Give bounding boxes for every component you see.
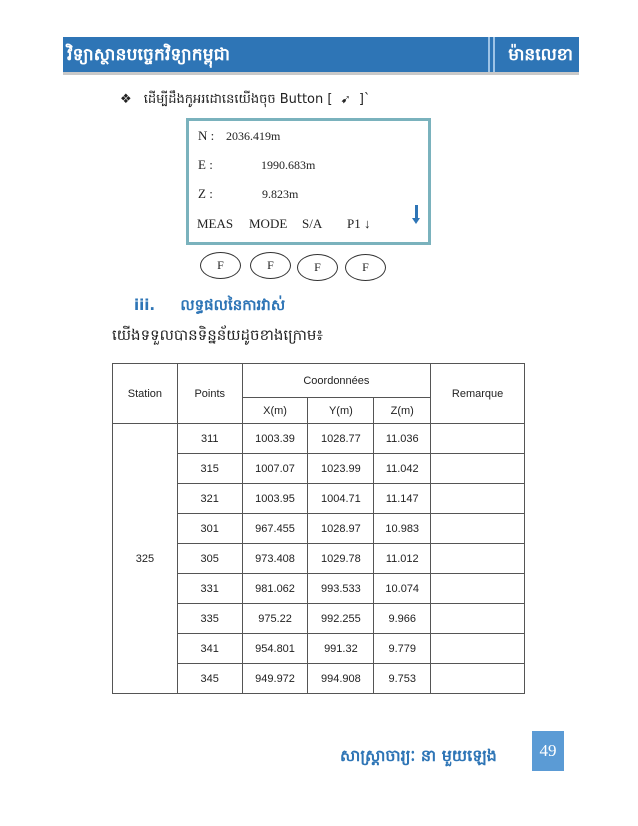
remark-cell <box>431 664 525 694</box>
z-cell: 9.966 <box>374 604 431 634</box>
instruction-text-end: ]` <box>358 92 371 107</box>
z-cell: 10.983 <box>374 514 431 544</box>
y-cell: 1028.77 <box>308 424 374 454</box>
softkey-sa: S/A <box>302 216 323 231</box>
y-cell: 992.255 <box>308 604 374 634</box>
z-cell: 9.753 <box>374 664 431 694</box>
x-cell: 975.22 <box>242 604 308 634</box>
results-table <box>112 363 525 694</box>
softkey-mode: MODE <box>249 216 288 231</box>
header-coordinates: Coordonnées <box>242 364 431 398</box>
y-cell: 994.908 <box>308 664 374 694</box>
intro-text: យើងទទួលបានទិន្នន័យដូចខាងក្រោម៖ <box>112 326 324 344</box>
display-value-n: 2036.419m <box>226 129 281 143</box>
point-cell: 341 <box>177 634 242 664</box>
y-cell: 993.533 <box>308 574 374 604</box>
x-cell: 1007.07 <box>242 454 308 484</box>
y-cell: 991.32 <box>308 634 374 664</box>
x-cell: 967.455 <box>242 514 308 544</box>
display-label-e: E : <box>198 157 213 172</box>
x-cell: 1003.95 <box>242 484 308 514</box>
header-x: X(m) <box>242 398 308 424</box>
z-cell: 11.012 <box>374 544 431 574</box>
table-row <box>113 424 525 454</box>
page-number: 49 <box>532 731 564 771</box>
remark-cell <box>431 424 525 454</box>
function-key-4: F <box>345 254 386 281</box>
section-title: លទ្ធផលនៃការវាស់ <box>180 296 286 314</box>
x-cell: 981.062 <box>242 574 308 604</box>
z-cell: 11.042 <box>374 454 431 484</box>
function-key-1: F <box>200 252 241 279</box>
station-cell: 325 <box>113 424 178 694</box>
point-cell: 345 <box>177 664 242 694</box>
footer-lecturer: សាស្ត្រាចារ្យៈ នា មួយឡេង <box>340 746 497 765</box>
z-cell: 10.074 <box>374 574 431 604</box>
header-y: Y(m) <box>308 398 374 424</box>
point-cell: 301 <box>177 514 242 544</box>
remark-cell <box>431 544 525 574</box>
remark-cell <box>431 574 525 604</box>
point-cell: 335 <box>177 604 242 634</box>
z-cell: 11.036 <box>374 424 431 454</box>
point-cell: 305 <box>177 544 242 574</box>
enter-arrow-icon: ➹ <box>340 92 351 106</box>
y-cell: 1028.97 <box>308 514 374 544</box>
point-cell: 315 <box>177 454 242 484</box>
header-z: Z(m) <box>374 398 431 424</box>
institute-title: វិទ្យាស្ថានបច្ចេកវិទ្យាកម្ពុជា <box>67 45 231 65</box>
x-cell: 949.972 <box>242 664 308 694</box>
function-key-2: F <box>250 252 291 279</box>
display-label-n: N : <box>198 128 215 143</box>
bullet-diamond-icon: ❖ <box>120 92 132 107</box>
header-remark: Remarque <box>431 364 525 424</box>
remark-cell <box>431 634 525 664</box>
remark-cell <box>431 454 525 484</box>
section-heading <box>134 296 285 318</box>
remark-cell <box>431 514 525 544</box>
point-cell: 321 <box>177 484 242 514</box>
function-key-3: F <box>297 254 338 281</box>
header-divider <box>488 37 490 72</box>
instruction-text: ដើម្បីដឹងកូអរដោនេយើងចុច Button [ <box>143 92 333 107</box>
header-station: Station <box>113 364 178 424</box>
display-value-e: 1990.683m <box>261 158 316 172</box>
z-cell: 9.779 <box>374 634 431 664</box>
y-cell: 1004.71 <box>308 484 374 514</box>
softkey-p1: P1 ↓ <box>347 216 371 231</box>
header-divider <box>493 37 495 72</box>
point-cell: 311 <box>177 424 242 454</box>
document-title: ម៉ានលេខា <box>508 45 573 65</box>
point-cell: 331 <box>177 574 242 604</box>
header-points: Points <box>177 364 242 424</box>
x-cell: 1003.39 <box>242 424 308 454</box>
y-cell: 1029.78 <box>308 544 374 574</box>
x-cell: 954.801 <box>242 634 308 664</box>
x-cell: 973.408 <box>242 544 308 574</box>
remark-cell <box>431 604 525 634</box>
display-label-z: Z : <box>198 186 213 201</box>
z-cell: 11.147 <box>374 484 431 514</box>
header-shadow <box>63 72 579 75</box>
instruction-line <box>120 91 370 110</box>
scroll-down-arrow-icon <box>415 205 418 219</box>
y-cell: 1023.99 <box>308 454 374 484</box>
table-header-row <box>113 364 525 398</box>
page-header <box>63 37 579 72</box>
softkey-meas: MEAS <box>197 216 234 231</box>
instrument-display <box>186 118 431 245</box>
display-value-z: 9.823m <box>262 187 299 201</box>
remark-cell <box>431 484 525 514</box>
section-number: iii. <box>134 296 156 314</box>
